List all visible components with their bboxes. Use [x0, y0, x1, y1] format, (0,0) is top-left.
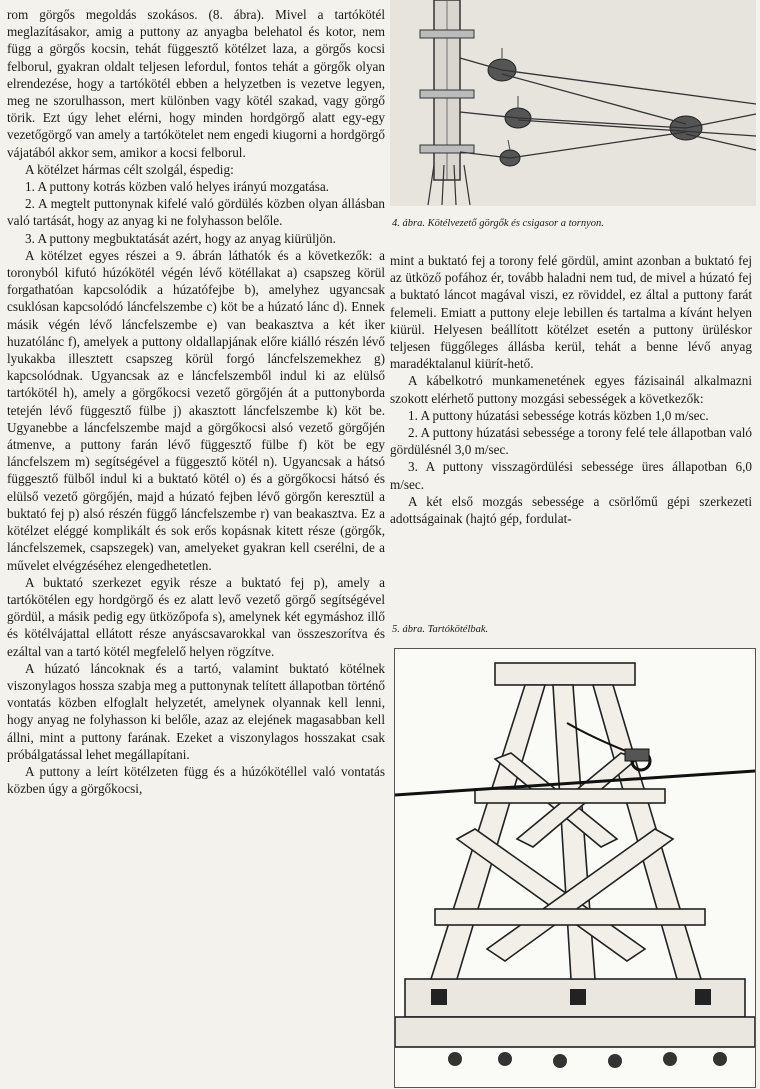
paragraph: 1. A puttony húzatási sebessége kotrás közben 1,0 m/sec.: [408, 407, 709, 423]
paragraph: A kötélzet hármas célt szolgál, éspedig:: [25, 161, 234, 177]
paragraph: A kábelkotró munkamenetének egyes fázisainál alkalmazni szokott elérhető puttony mozgási sebességek a következők:: [390, 373, 752, 406]
figure-5-cable-trestle: [394, 648, 756, 1088]
paragraph: A puttony a leírt kötélzeten függ és a húzókötéllel való vontatás közben úgy a görgőkocsi,: [7, 763, 385, 797]
figure-5-caption: 5. ábra. Tartókötélbak.: [392, 624, 489, 635]
paragraph: A kötélzet egyes részei a 9. ábrán láthatók és a következők: a toronyból kifutó húzókötél végén lévő kötéllakat a) csapszeg körül forgathatóan kapcsolódik a húzatófejbe b), amelyhez ugyancsak csuklósan kapcsolódó láncfelszembe c) köt be a húzató lánc d). Ennek másik végén lévő láncfelszembe e) van beakasztva a két iker huzatólánc f), amelyek a puttony oldallapjának előre kiálló részén lévő lyukakba illesztett csapszeg körül forgó láncfelszemekhez g) kapcsolódnak. Ugyancsak az e láncfelszemből indul ki az elülső tartókötél h), amely a görgőkocsi vezető görgőjén át a puttonyborda tetején lévő függesztő fülbe j) akasztott láncfelszembe k) köt be. Ugyanebbe a láncfelszembe majd a görgőkocsi alsó vezető görgőjén átmenve, a puttony farán lévő függesztő fülbe f) köt be egy láncfelszem m) segítségével a függesztő kötél n). Ugyancsak a hátsó függesztő fülből indul ki a buktató kötél o) és a görgőkocsi hátsó és elülső vezető görgőjén, majd a húzató fejben lévő görgőn keresztül a buktató fej p) alsó részén függő láncfelszembe r) van beakasztva. Ez a kötélzet eléggé komplikált és sok erős kopásnak kitett része (görgők, láncfelszemek, csapszegek) van, amelyeket gyakran kell cserélni, de a művelet elvégzéséhez elengedhetetlen.: [7, 247, 385, 573]
pulley-tower-drawing: [390, 0, 756, 206]
trestle-drawing: [395, 649, 755, 1087]
paragraph: rom görgős megoldás szokásos. (8. ábra). Mivel a tartókötél meglazításakor, amig a puttony az anyagba belehatol és kotor, nem függ a görgős kocsin, tehát függesztő kötélzet laza, a görgős kocsi felborul, gyakran oldalt teljesen lefordul, fontos tehát a görgők olyan elrendezése, hogy a tartókötél ebben a helyzetben is vezetve legyen, meg ne szorulhasson, mert különben vagy kötél szakad, vagy görgő törik. Ezt úgy lehet elérni, hogy minden hordgörgő alatt egy-egy vezetőgörgő van amely a tartókötelet nem engedi kiugorni a hordgörgő vájatából akkor sem, amikor a kocsi felborul.: [7, 7, 385, 160]
paragraph: 3. A puttony megbuktatását azért, hogy az anyag kiürüljön.: [25, 230, 336, 246]
paragraph: A két első mozgás sebessége a csörlőmű gépi szerkezeti adottságainak (hajtó gép, fordulat-: [390, 493, 752, 527]
paragraph: A buktató szerkezet egyik része a buktató fej p), amely a tartókötélen egy hordgörgő és ez alatt levő vezető görgő segítségével gördül, a másik pedig egy ütközőpofa s), amelynek két egymáshoz illő és kötélvájattal ellátott része anyáscsavarokkal van összeszorítva és ezáltal van a tartó kötél megfelelő helyen rögzítve.: [7, 574, 385, 659]
right-column: [390, 252, 752, 527]
paragraph: 1. A puttony kotrás közben való helyes irányú mozgatása.: [25, 179, 329, 195]
paragraph: mint a buktató fej a torony felé gördül, amint azonban a buktató fej az ütköző pofához ér, tovább haladni nem tud, de mivel a húzató fej a buktató láncot magával viszi, ez röviddel, ez által a puttony farát felemeli. Emiatt a puttony eleje lebillen és tartalma a kívánt helyen kiürül. Helyesen beállított kötélzet esetén a puttony ürüléskor teljesen függőleges állásba kerül, tehát a benne lévő anyag maradéktalanul kiürít-hető.: [390, 253, 752, 372]
left-column: [7, 6, 385, 797]
paragraph: 2. A puttony húzatási sebessége a torony felé tele állapotban való gördülésnél 3,0 m/sec.: [390, 425, 752, 458]
figure-4-pulleys: [390, 0, 756, 206]
paragraph: 2. A megtelt puttonynak kifelé való gördülés közben olyan állásban való tartását, hogy az anyag ki ne folyhasson belőle.: [7, 196, 385, 229]
figure-4-caption: 4. ábra. Kötélvezető görgők és csigasor a tornyon.: [392, 218, 604, 229]
paragraph: 3. A puttony visszagördülési sebessége üres állapotban 6,0 m/sec.: [390, 459, 752, 492]
paragraph: A húzató láncoknak és a tartó, valamint buktató kötélnek viszonylagos hossza szabja meg a puttonynak telített állapotban történő vontatás közben elfoglalt helyzetét, amelynek olyannak kell lenni, hogy anyag ne folyhasson ki belőle, azaz az elejének magasabban kell állni, mint a puttony farának. Ezeket a viszonylagos hosszakat csak próbálgatással lehet megállapítani.: [7, 660, 385, 762]
